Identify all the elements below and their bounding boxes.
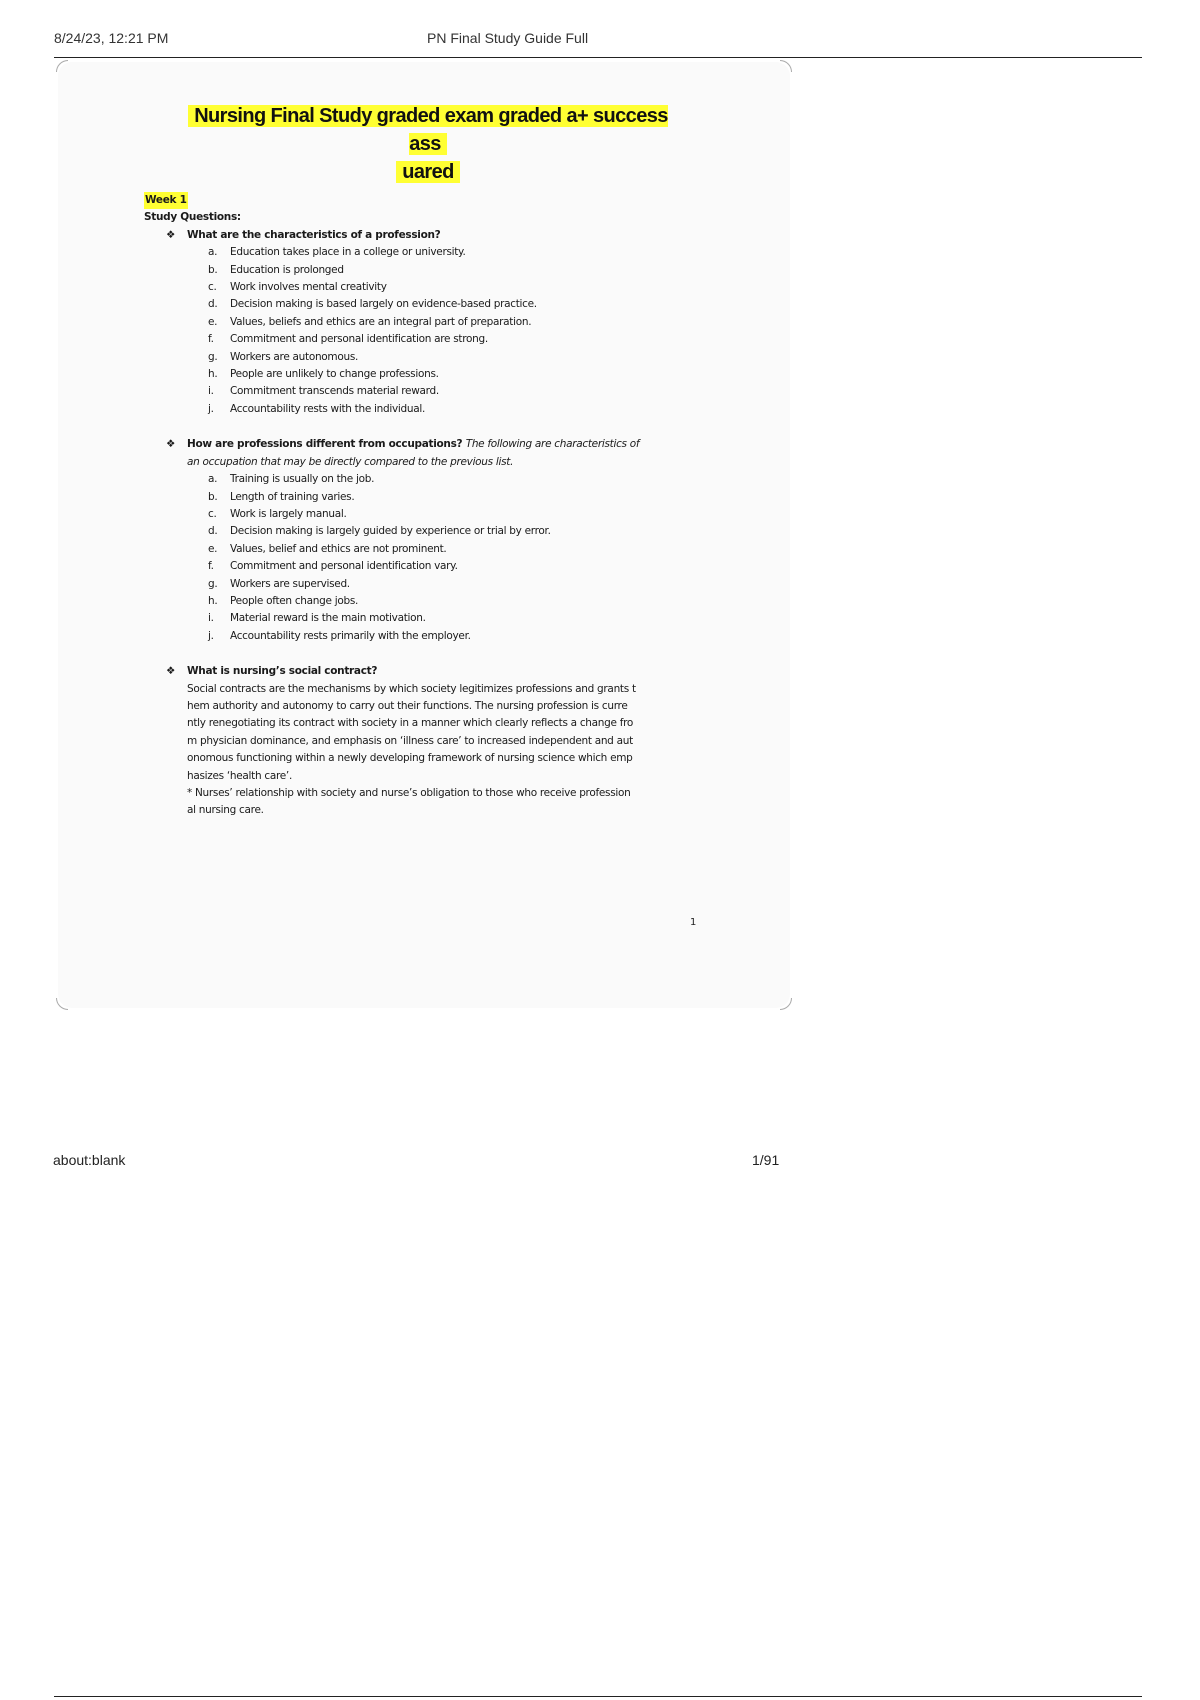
- paragraph-line: al nursing care.: [187, 804, 264, 817]
- list-item: h. People are unlikely to change professions.: [208, 368, 439, 381]
- print-page-count: 1/91: [752, 1152, 780, 1168]
- list-item: h. People often change jobs.: [208, 594, 359, 607]
- list-item: i. Material reward is the main motivation.: [208, 612, 426, 625]
- page-corner-mark: [56, 60, 68, 72]
- list-item: c. Work is largely manual.: [208, 507, 347, 520]
- list-item: e. Values, beliefs and ethics are an integral part of preparation.: [208, 315, 532, 328]
- characteristics-list: [144, 244, 704, 418]
- diamond-bullet-icon: ❖: [166, 438, 176, 451]
- list-item: j. Accountability rests with the individual.: [208, 402, 426, 415]
- list-item: a. Education takes place in a college or university.: [208, 246, 466, 259]
- list-item: b. Length of training varies.: [208, 490, 355, 503]
- list-item: i. Commitment transcends material reward.: [208, 385, 439, 398]
- diamond-bullet-icon: ❖: [166, 665, 176, 678]
- document-page: [58, 62, 790, 1008]
- document-title-line-1: Nursing Final Study graded exam graded a+ success ass: [188, 105, 668, 155]
- list-item: c. Work involves mental creativity: [208, 281, 387, 294]
- page-corner-mark: [780, 998, 792, 1010]
- diamond-bullet-icon: ❖: [166, 228, 176, 241]
- page-number: 1: [690, 917, 697, 928]
- list-item: g. Workers are autonomous.: [208, 350, 359, 363]
- occupation-list: [144, 471, 704, 645]
- list-item: d. Decision making is largely guided by experience or trial by error.: [208, 525, 551, 538]
- document-body: [144, 192, 704, 820]
- list-item: g. Workers are supervised.: [208, 577, 350, 590]
- list-item: e. Values, belief and ethics are not prominent.: [208, 542, 447, 555]
- list-item: f. Commitment and personal identification are strong.: [208, 333, 488, 346]
- print-datetime: 8/24/23, 12:21 PM: [54, 30, 169, 46]
- week-label: Week 1: [144, 192, 188, 209]
- paragraph-line: hem authority and autonomy to carry out their functions. The nursing profession is curre: [187, 699, 628, 712]
- page-corner-mark: [780, 60, 792, 72]
- question-note: an occupation that may be directly compared to the previous list.: [187, 455, 514, 468]
- print-header: [54, 30, 1142, 58]
- document-title: [178, 102, 678, 186]
- print-footer-url: about:blank: [53, 1152, 126, 1168]
- question-text: What is nursing’s social contract?: [187, 665, 378, 678]
- question-text: What are the characteristics of a profession?: [187, 228, 441, 241]
- question-note: The following are characteristics of: [465, 438, 640, 451]
- social-contract-paragraph: [144, 681, 704, 820]
- question-text: How are professions different from occupations?: [187, 438, 463, 451]
- page-corner-mark: [56, 998, 68, 1010]
- paragraph-line: onomous functioning within a newly developing framework of nursing science which emp: [187, 752, 633, 765]
- question-heading: [144, 436, 704, 471]
- list-item: j. Accountability rests primarily with the employer.: [208, 629, 471, 642]
- document-title-line-2: uared: [396, 161, 459, 183]
- list-item: f. Commitment and personal identification vary.: [208, 560, 458, 573]
- bottom-divider: [54, 1696, 1142, 1697]
- question-heading: [144, 663, 704, 680]
- paragraph-line: hasizes ‘health care’.: [187, 769, 292, 782]
- study-questions-label: Study Questions:: [144, 211, 241, 224]
- list-item: d. Decision making is based largely on evidence-based practice.: [208, 298, 537, 311]
- list-item: b. Education is prolonged: [208, 263, 344, 276]
- paragraph-line: * Nurses’ relationship with society and nurse’s obligation to those who receive profession: [187, 787, 631, 799]
- list-item: a. Training is usually on the job.: [208, 473, 375, 486]
- question-heading: [144, 227, 704, 244]
- paragraph-line: m physician dominance, and emphasis on ‘illness care’ to increased independent and aut: [187, 734, 633, 747]
- paragraph-line: Social contracts are the mechanisms by which society legitimizes professions and grants t: [187, 682, 636, 695]
- paragraph-line: ntly renegotiating its contract with society in a manner which clearly reflects a change fro: [187, 717, 634, 730]
- print-page-title: PN Final Study Guide Full: [427, 30, 589, 46]
